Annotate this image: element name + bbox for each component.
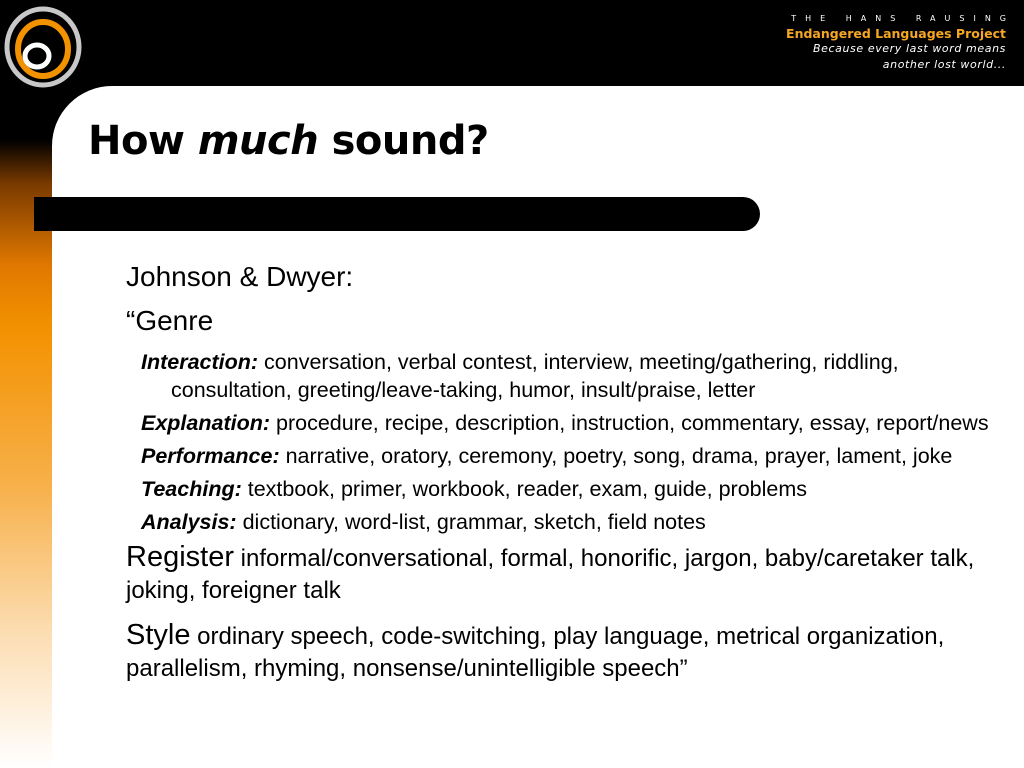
genre-item [141,475,1016,503]
orange-gradient-bar [0,140,52,768]
brand-title: Endangered Languages Project [786,26,1006,41]
brand-tagline-2: another lost world... [882,58,1006,71]
brand-block [786,14,1015,73]
genre-text: procedure, recipe, description, instruction, commentary, essay, report/news [270,411,989,435]
genre-key: Teaching: [141,477,242,501]
genre-text: conversation, verbal contest, interview, meeting/gathering, riddling, consultation, greeting/leave-taking, humor, insult/praise, letter [171,350,899,402]
brand-tagline-1: Because every last word means [812,42,1006,55]
style-text: ordinary speech, code-switching, play language, metrical organization, parallelism, rhyming, nonsense/unintelligible speech” [126,623,945,682]
title-part-1: How [88,118,198,164]
body-line-authors: Johnson & Dwyer: [126,261,354,292]
genre-text: textbook, primer, workbook, reader, exam, guide, problems [241,477,807,501]
genre-key: Interaction: [141,350,259,374]
style-item [126,619,1016,685]
genre-item [141,508,1016,536]
title-emphasis: much [197,118,319,164]
title-part-3: sound? [318,118,489,164]
logo-ring-icon [4,6,82,88]
genre-item [141,348,1016,404]
genre-item [141,442,1016,470]
body-line-genre: “Genre [126,305,214,336]
genre-key: Analysis: [141,510,237,534]
genre-text: narrative, oratory, ceremony, poetry, song, drama, prayer, lament, joke [279,444,953,468]
slide-body [126,260,1016,697]
genre-item [141,409,1016,437]
title-underline-bar [34,197,760,231]
register-item [126,541,1016,607]
register-text: informal/conversational, formal, honorific, jargon, baby/caretaker talk, joking, foreigner talk [126,545,975,604]
brand-small-caps: THE HANS RAUSING [791,14,1015,23]
style-key: Style [126,619,191,651]
slide-title [88,118,489,164]
genre-text: dictionary, word-list, grammar, sketch, field notes [236,510,706,534]
genre-key: Performance: [141,444,280,468]
genre-key: Explanation: [141,411,271,435]
register-key: Register [126,541,234,573]
